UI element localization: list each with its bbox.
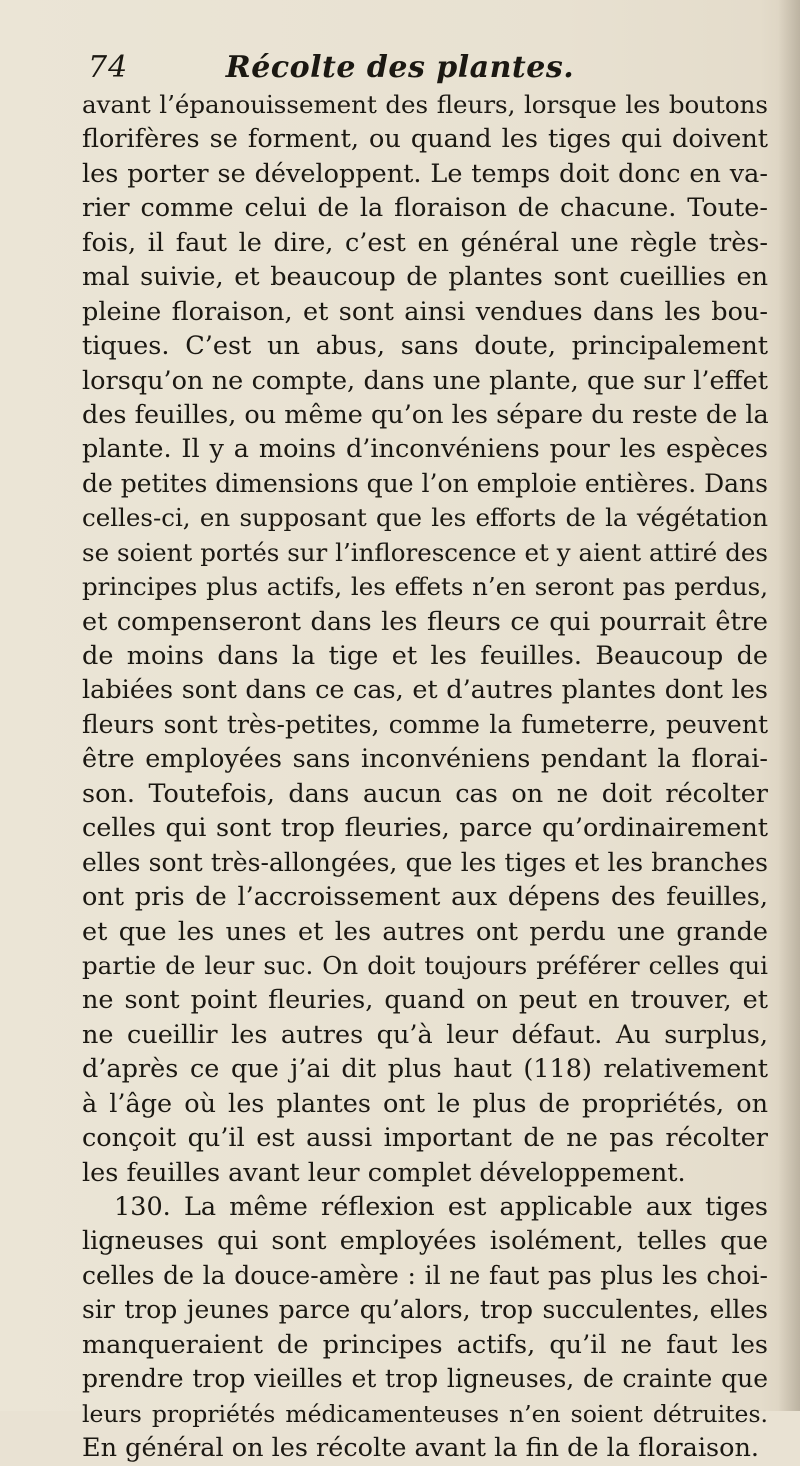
text-line: lorsqu’on ne compte, dans une plante, que sur l’effet — [82, 365, 768, 396]
text-line: rier comme celui de la floraison de chacune. Toute- — [82, 193, 768, 224]
text-line: ligneuses qui sont employées isolément, telles que — [82, 1226, 768, 1257]
text-line: avant l’épanouissement des fleurs, lorsque les boutons — [82, 90, 768, 119]
text-line: fois, il faut le dire, c’est en général une règle très- — [82, 227, 768, 258]
text-line: ne sont point fleuries, quand on peut en trouver, et — [82, 985, 768, 1016]
body-text — [82, 88, 768, 1466]
paragraph-end-line: En général on les récolte avant la fin de la floraison. — [82, 1433, 760, 1464]
text-line: ont pris de l’accroissement aux dépens des feuilles, — [82, 882, 768, 913]
text-line: les porter se développent. Le temps doit donc en va- — [82, 158, 768, 189]
text-line: conçoit qu’il est aussi important de ne pas récolter — [82, 1123, 768, 1154]
text-line: tiques. C’est un abus, sans doute, principalement — [82, 331, 768, 362]
text-line: plante. Il y a moins d’inconvéniens pour les espèces — [82, 434, 768, 465]
page-edge-shadow — [778, 0, 800, 1411]
text-line: fleurs sont très-petites, comme la fumeterre, peuvent — [82, 709, 768, 739]
text-line: labiées sont dans ce cas, et d’autres plantes dont les — [82, 675, 768, 706]
text-line: et compenseront dans les fleurs ce qui pourrait être — [82, 606, 768, 637]
text-line: son. Toutefois, dans aucun cas on ne doit récolter — [82, 778, 768, 809]
text-line: principes plus actifs, les effets n’en seront pas perdus, — [82, 572, 768, 602]
text-line: celles-ci, en supposant que les efforts de la végétation — [82, 503, 768, 533]
text-line: se soient portés sur l’inflorescence et y aient attiré des — [82, 537, 768, 567]
text-line: manqueraient de principes actifs, qu’il ne faut les — [82, 1329, 768, 1360]
text-line: ne cueillir les autres qu’à leur défaut. Au surplus, — [82, 1019, 768, 1050]
text-line: leurs propriétés médicamenteuses n’en soient détruites. — [82, 1399, 768, 1428]
text-line: de petites dimensions que l’on emploie entières. Dans — [82, 468, 768, 498]
text-line: celles de la douce-amère : il ne faut pas plus les choi- — [82, 1260, 768, 1290]
text-line: partie de leur suc. On doit toujours préférer celles qui — [82, 950, 768, 980]
text-line: celles qui sont trop fleuries, parce qu’ordinairement — [82, 813, 768, 844]
text-line: elles sont très-allongées, que les tiges et les branches — [82, 847, 768, 877]
text-line: mal suivie, et beaucoup de plantes sont cueillies en — [82, 262, 768, 293]
text-line: d’après ce que j’ai dit plus haut (118) relativement — [82, 1054, 768, 1085]
text-line: sir trop jeunes parce qu’alors, trop succulentes, elles — [82, 1295, 768, 1325]
text-line: florifères se forment, ou quand les tiges qui doivent — [82, 124, 768, 155]
text-line: de moins dans la tige et les feuilles. Beaucoup de — [82, 641, 768, 671]
text-line: et que les unes et les autres ont perdu une grande — [82, 916, 768, 947]
text-line: des feuilles, ou même qu’on les sépare du reste de la — [82, 399, 769, 430]
text-line: prendre trop vieilles et trop ligneuses, de crainte que — [82, 1364, 768, 1394]
text-line: être employées sans inconvéniens pendant la florai- — [82, 744, 768, 775]
paragraph-130-start: 130. La même réflexion est applicable aux tiges — [114, 1192, 768, 1222]
page-number: 74 — [88, 50, 129, 85]
running-head: Récolte des plantes. — [225, 50, 575, 85]
text-line: à l’âge où les plantes ont le plus de propriétés, on — [82, 1088, 768, 1119]
text-line: pleine floraison, et sont ainsi vendues dans les bou- — [82, 296, 768, 327]
paragraph-end-line: les feuilles avant leur complet développement. — [82, 1157, 686, 1188]
